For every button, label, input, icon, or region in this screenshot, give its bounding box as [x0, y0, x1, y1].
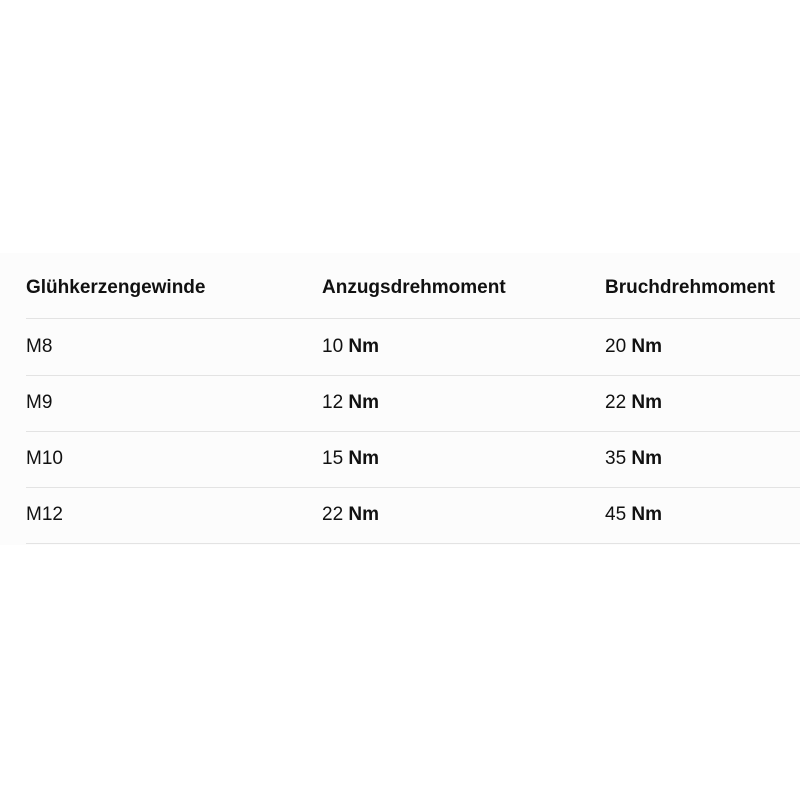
thread-cell: M9: [26, 392, 53, 413]
header-breaking-torque: Bruchdrehmoment: [605, 277, 775, 298]
torque-unit: Nm: [631, 504, 663, 525]
breaking-torque-cell: [605, 375, 662, 431]
torque-value: 22: [605, 392, 627, 413]
thread-cell: M10: [26, 448, 63, 469]
table-row: [26, 319, 800, 376]
torque-unit: Nm: [631, 336, 663, 357]
torque-value: 12: [322, 392, 344, 413]
tightening-torque-cell: [322, 431, 379, 487]
table-row: [26, 487, 800, 544]
tightening-torque-cell: [322, 375, 379, 431]
thread-cell: M12: [26, 504, 63, 525]
torque-value: 15: [322, 448, 344, 469]
torque-table: [0, 253, 800, 545]
torque-value: 20: [605, 336, 627, 357]
tightening-torque-cell: [322, 319, 379, 375]
torque-unit: Nm: [348, 336, 380, 357]
table-header-row: [26, 257, 800, 319]
torque-value: 22: [322, 504, 344, 525]
torque-unit: Nm: [631, 392, 663, 413]
torque-unit: Nm: [348, 392, 380, 413]
torque-value: 10: [322, 336, 344, 357]
breaking-torque-cell: [605, 487, 662, 543]
thread-cell: M8: [26, 336, 53, 357]
tightening-torque-cell: [322, 487, 379, 543]
header-thread: Glühkerzengewinde: [26, 277, 206, 298]
torque-value: 45: [605, 504, 627, 525]
breaking-torque-cell: [605, 431, 662, 487]
breaking-torque-cell: [605, 319, 662, 375]
torque-value: 35: [605, 448, 627, 469]
table-row: [26, 375, 800, 432]
torque-unit: Nm: [348, 448, 380, 469]
header-tightening-torque: Anzugsdrehmoment: [322, 277, 506, 298]
torque-unit: Nm: [348, 504, 380, 525]
torque-unit: Nm: [631, 448, 663, 469]
table-row: [26, 431, 800, 488]
